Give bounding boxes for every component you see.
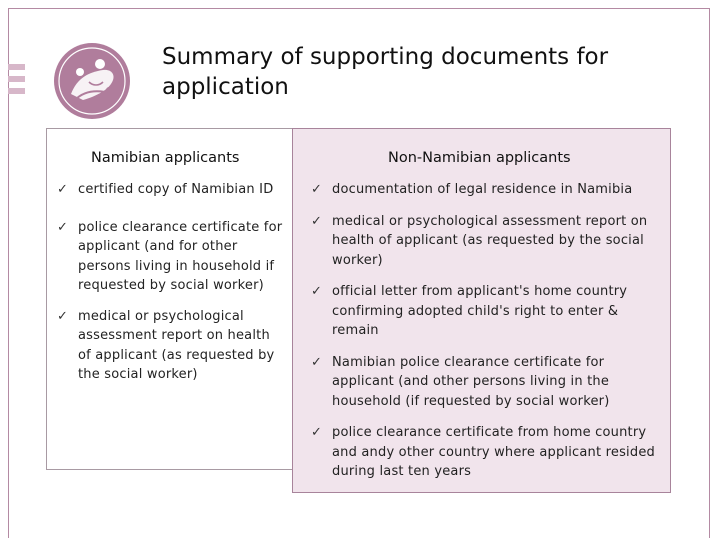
list-item-text: medical or psychological assessment report on health of applicant (as requested by the social worker) [78,308,275,382]
list-item [311,353,667,412]
namibian-heading: Namibian applicants [91,150,240,166]
check-icon: ✓ [311,354,323,370]
decor-bar [8,64,25,70]
list-item-text: official letter from applicant's home country confirming adopted child's right to enter & remain [332,284,628,338]
check-icon: ✓ [311,284,323,299]
check-icon: ✓ [57,182,69,197]
decor-bar [8,88,25,94]
list-item [311,212,667,271]
decor-bar [8,76,25,82]
list-item-text: medical or psychological assessment report on health of applicant (as requested by the social worker) [332,213,648,268]
list-item-text: certified copy of Namibian ID [78,182,274,197]
family-logo-icon [53,42,131,120]
list-item-text: police clearance certificate from home country and andy other country where applicant resided during last ten years [332,425,655,479]
non-namibian-list [311,180,667,482]
list-item [311,423,667,482]
list-item-text: documentation of legal residence in Namibia [332,182,633,197]
check-icon: ✓ [57,308,69,324]
list-item-text: Namibian police clearance certificate for applicant (and other persons living in the household (if requested by social worker) [332,354,610,409]
list-item-text: police clearance certificate for applicant (and for other persons living in household if requested by social worker) [78,219,283,293]
check-icon: ✓ [57,219,69,235]
list-item [311,282,667,341]
check-icon: ✓ [311,213,323,229]
namibian-column [46,128,292,470]
list-item [57,218,287,296]
namibian-list [57,180,287,385]
page-title: Summary of supporting documents for application [162,44,609,100]
list-item [57,180,287,200]
check-icon: ✓ [311,182,323,197]
non-namibian-column [292,128,671,493]
non-namibian-heading: Non-Namibian applicants [388,150,571,166]
list-item [311,180,667,200]
list-item [57,307,287,385]
check-icon: ✓ [311,425,323,440]
